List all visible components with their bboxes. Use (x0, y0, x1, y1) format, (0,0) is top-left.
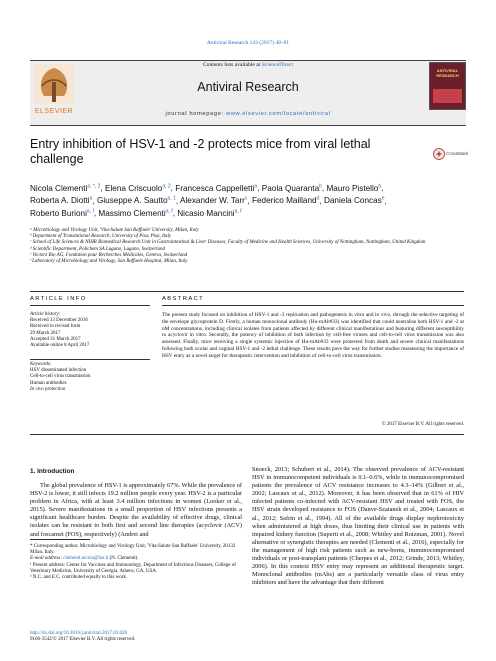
affiliation: ᶠ Laboratory of Microbiology and Virology, San Raffaele Hospital, Milan, Italy (30, 259, 188, 265)
author[interactable]: Paola Quaranta$^b$ (261, 183, 322, 193)
history-item: Received in revised form (30, 324, 81, 330)
history-label: Article history: (30, 312, 61, 317)
author[interactable]: Massimo Clementi$^{a, f}$ (98, 208, 173, 219)
author[interactable]: Francesca Cappelletti$^a$ (175, 183, 258, 193)
journal-reference[interactable]: Antiviral Research 143 (2017) 48–61 (206, 40, 290, 46)
crossmark-label: CrossMark (446, 151, 469, 156)
journal-title: Antiviral Research (197, 80, 299, 94)
author[interactable]: Daniela Concas$^e$ (323, 195, 385, 206)
keyword: HSV disseminated infection (30, 368, 87, 374)
present-address-note: ¹ Present address: Center for Vaccines and Immunology, Department of Infectious Diseases, College of Veterinary Medicine, University of Georgia, Athens, GA, USA. (30, 562, 236, 574)
footnote-divider (30, 539, 90, 540)
affiliation: ᶜ School of Life Sciences & NIHR Biomedical Research Unit in Gastrointestinal & Liver Diseases, Faculty of Medicine and Health Sciences, University of Nottingham, Nottingham, United Kingdom (30, 240, 426, 246)
divider (30, 291, 464, 292)
author[interactable]: Mauro Pistello$^b$ (326, 183, 382, 193)
author[interactable]: Elena Criscuolo$^{a, 2}$ (104, 183, 171, 193)
author[interactable]: Federico Mailland$^d$ (251, 195, 320, 206)
author[interactable]: Roberto Burioni$^{a, f}$ (30, 208, 94, 219)
contents-prefix: Contents lists available at (202, 62, 262, 68)
divider (30, 305, 150, 306)
affiliation: ᵈ Scientific Department, Polichem SA Lugano, Lugano, Switzerland (30, 246, 166, 252)
email-note: E-mail address: clementi.nicola@hsr.it (N. Clementi). (30, 556, 139, 562)
intro-right-paragraph: Snoeck, 2013; Schubert et al., 2014). The observed prevalence of ACV-resistant HSV in immunocompetent individuals is 0.1–0.6%, while in immunocompromised patients the prevalence of ACV resistance increases to 4.3–14% (Gilbert et al., 2002; Lascaux et al., 2012). Moreover, it has been observed that in 61% of HIV infected patients co-infected with ACV-resistant HSV and treated with FOS, the HSV strain developed resistance to FOS (Danve-Szatanek et al., 2004; Lascaux et al., 2012; Safrin et al., 1994). All of the available drugs display nephrotoxicity when administered at high doses, thus limiting their clinical use in patients with impaired kidney function (Superti et al., 2008; Whitley and Roizman, 2001). Novel alternative or synergistic therapies are needed (Clementi et al., 2016), especially for the management of high risk patients such as new-borns, immunocompromised individuals or post-transplant patients (Cherpes et al., 2012; Grinde, 2013; Whitley, 2006). In this context HSV entry may represent an additional therapeutic target. Monoclonal antibodies (mAbs) are a particularly versatile class of virus entry inhibitors and have the advantage that their different (252, 466, 464, 587)
history-item: Accepted 31 March 2017 (30, 336, 81, 342)
footnotes (30, 544, 242, 581)
journal-cover-image[interactable] (429, 62, 466, 110)
abstract-copyright: © 2017 Elsevier B.V. All rights reserved. (381, 422, 464, 427)
crossmark-icon (433, 148, 445, 160)
sciencedirect-link[interactable]: ScienceDirect (261, 62, 294, 68)
abstract-heading: ABSTRACT (162, 296, 205, 302)
keyword: In vivo protection (30, 386, 66, 392)
equal-contribution-note: ² N.C. and E.C. contributed equally to this work. (30, 575, 128, 581)
affiliation-list (30, 228, 460, 265)
article-title: Entry inhibition of HSV-1 and -2 protects mice from viral lethal challenge (30, 137, 371, 166)
elsevier-wordmark: ELSEVIER (34, 108, 74, 115)
history-item: Available online 8 April 2017 (30, 343, 90, 349)
cover-graphic (433, 89, 462, 103)
cover-title: ANTIVIRAL RESEARCH (436, 68, 459, 78)
corresponding-author-note: * Corresponding author. Microbiology and Virology Unit, 'Vita-Salute San Raffaele' University, 20132 Milan, Italy. (30, 544, 236, 556)
homepage-link[interactable]: www.elsevier.com/locate/antiviral (225, 111, 331, 117)
history-item: 29 March 2017 (30, 330, 61, 336)
journal-homepage (30, 111, 466, 117)
affiliation: ᵉ Vectorz Bio AG, Fondation pour Recherches Médicales, Geneva, Switzerland (30, 252, 188, 258)
doi-link[interactable]: http://dx.doi.org/10.1016/j.antiviral.2017.03.028 (30, 631, 127, 636)
affiliation: ᵇ Department of Translational Research, University of Pisa, Pisa, Italy (30, 234, 172, 240)
author-list: Nicola Clementi$^{a, *, 2}$, Elena Criscuolo$^{a, 2}$, Francesca Cappelletti$^a$, Paola Quaranta$^b$, Mauro Pistello$^b$, Roberta A. Diotti$^a$, Giuseppe A. Sautto$^{a, 1}$, Alexander W. Tarr$^c$, Federico Mailland$^d$, Daniela Concas$^e$, Roberto Burioni$^{a, f}$, Massimo Clementi$^{a, f}$, Nicasio Mancini$^{a, f}$ (30, 183, 387, 219)
author[interactable]: Nicasio Mancini$^{a, f}$ (177, 208, 242, 219)
keyword: Human antibodies (30, 380, 67, 386)
intro-left-paragraph: The global prevalence of HSV-1 is approximately 67%. While the prevalence of HSV-2 is lower, it still infects 19.2 million people every year. HSV-2 is a particular problem in Africa, with at least 3.4 million infections in women (Looker et al., 2015). Severe manifestations in a small proportion of HSV infections presents a significant healthcare burden. Despite the availability of effective drugs, clinical isolates can be resistant to both first and second line therapies (acyclovir (ACV) and foscarnet (FOS), respectively) (Andrei and (30, 482, 242, 538)
affiliation: ᵃ Microbiology and Virology Unit, 'Vita-Salute San Raffaele' University, Milan, Italy (30, 228, 199, 233)
divider (30, 434, 464, 435)
author[interactable]: Nicola Clementi$^{a, *, 2}$ (30, 183, 101, 193)
keyword: Cell-to-cell virus transmission (30, 374, 91, 380)
divider (162, 305, 464, 306)
author[interactable]: Giuseppe A. Sautto$^{a, 1}$ (96, 195, 176, 206)
keywords-label: Keywords: (30, 362, 52, 367)
abstract-text: The present study focused on inhibition of HSV-1 and -2 replication and pathogenesis in vitro and in vivo, through the selective targeting of the envelope glycoprotein D. Firstly, a human monoclonal antibody (Hu-mAb#33) was identified that could neutralise both HSV-1 and -2 at nM concentrations, including clinical isolates from patients affected by different clinical manifestations and featuring different susceptibility to acyclovir in vitro. Secondly, the potency of inhibition of both infection by cell-free viruses and cell-to-cell virus transmission was also assessed. Finally, mice receiving a single systemic injection of Hu-mAb#33 were protected from death and severe clinical manifestations following both ocular and vaginal HSV-1 and -2 lethal challenge. These results pave the way for further studies reassessing the importance of HSV entry as a novel target for therapeutic intervention and inhibition of cell-to-cell virus transmission. (162, 312, 464, 359)
article-info-heading: ARTICLE INFO (30, 296, 87, 302)
keywords (30, 362, 154, 393)
email-link[interactable]: clementi.nicola@hsr.it (63, 556, 109, 562)
crossmark-button[interactable] (433, 148, 469, 162)
history-item: Received 13 December 2016 (30, 318, 88, 324)
issn-line: 0166-3542/© 2017 Elsevier B.V. All rights reserved. (30, 637, 136, 643)
divider (30, 359, 150, 360)
author[interactable]: Roberta A. Diotti$^a$ (30, 195, 93, 206)
author[interactable]: Alexander W. Tarr$^c$ (179, 195, 248, 206)
article-history (30, 312, 154, 349)
homepage-prefix: journal homepage: (165, 111, 226, 117)
contents-line (30, 62, 466, 68)
introduction-heading: 1. Introduction (30, 468, 75, 475)
elsevier-logo (30, 58, 78, 120)
doi-block (30, 631, 250, 643)
